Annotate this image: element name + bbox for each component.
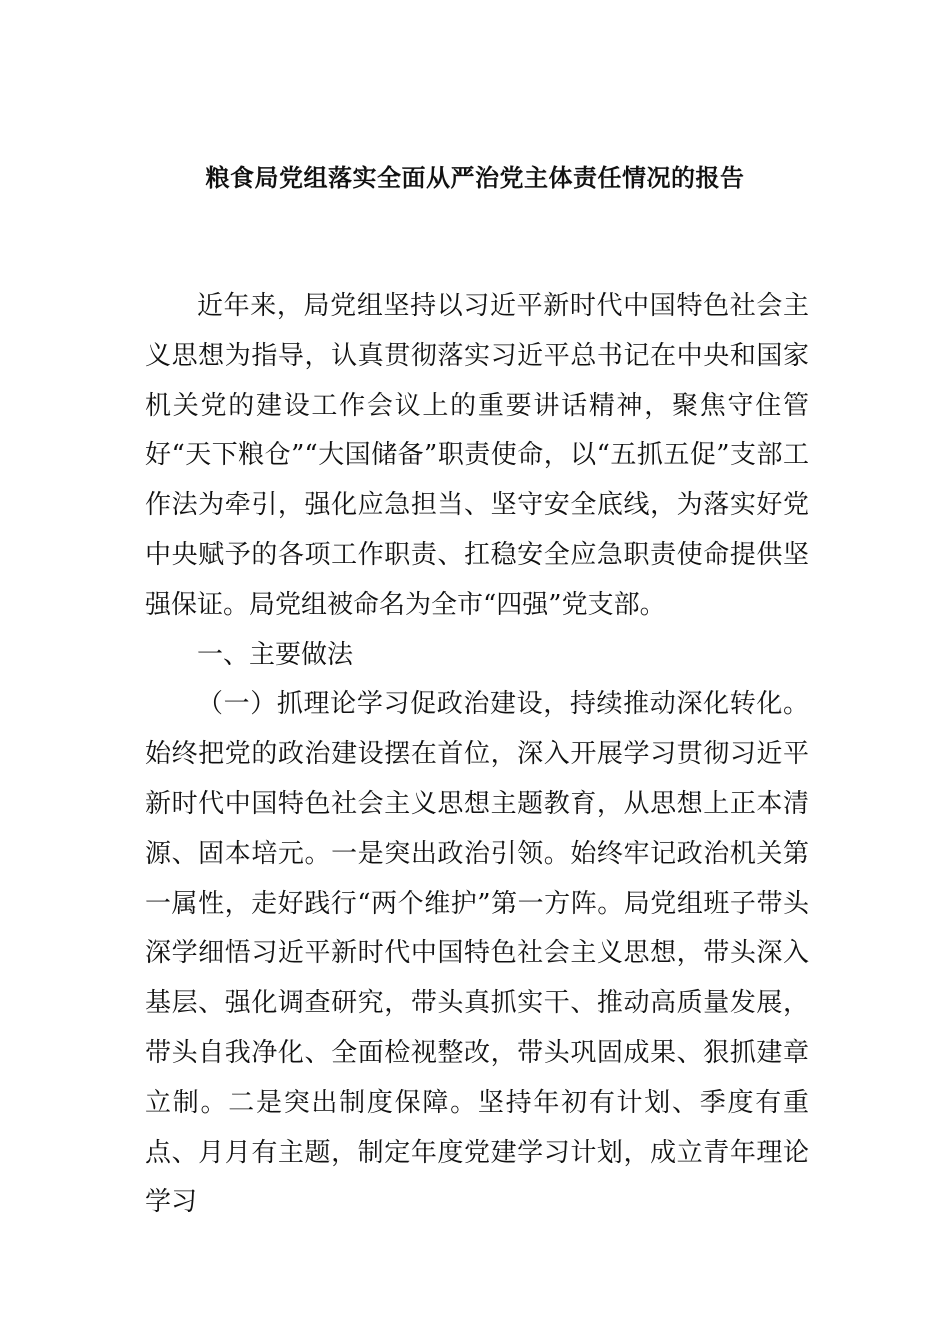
- section-heading: 一、主要做法: [197, 639, 354, 670]
- intro-paragraph: 近年来，局党组坚持以习近平新时代中国特色社会主义思想为指导，认真贯彻落实习近平总书记在中央和国家机关党的建设工作会议上的重要讲话精神，聚焦守住管好“天下粮仓”“大国储备”职责使命，以“五抓五促”支部工作法为牵引，强化应急担当、坚守安全底线，为落实好党中央赋予的各项工作职责、扛稳安全应急职责使命提供坚强保证。局党组被命名为全市“四强”党支部。: [145, 291, 809, 620]
- document-title: 粮食局党组落实全面从严治党主体责任情况的报告: [205, 164, 745, 192]
- subsection-paragraph: （一）抓理论学习促政治建设，持续推动深化转化。始终把党的政治建设摆在首位，深入开展学习贯彻习近平新时代中国特色社会主义思想主题教育，从思想上正本清源、固本培元。一是突出政治引领。始终牢记政治机关第一属性，走好践行“两个维护”第一方阵。局党组班子带头深学细悟习近平新时代中国特色社会主义思想，带头深入基层、强化调查研究，带头真抓实干、推动高质量发展，带头自我净化、全面检视整改，带头巩固成果、狠抓建章立制。二是突出制度保障。坚持年初有计划、季度有重点、月月有主题，制定年度党建学习计划，成立青年理论学习: [145, 689, 809, 1218]
- document-body: [145, 282, 809, 1228]
